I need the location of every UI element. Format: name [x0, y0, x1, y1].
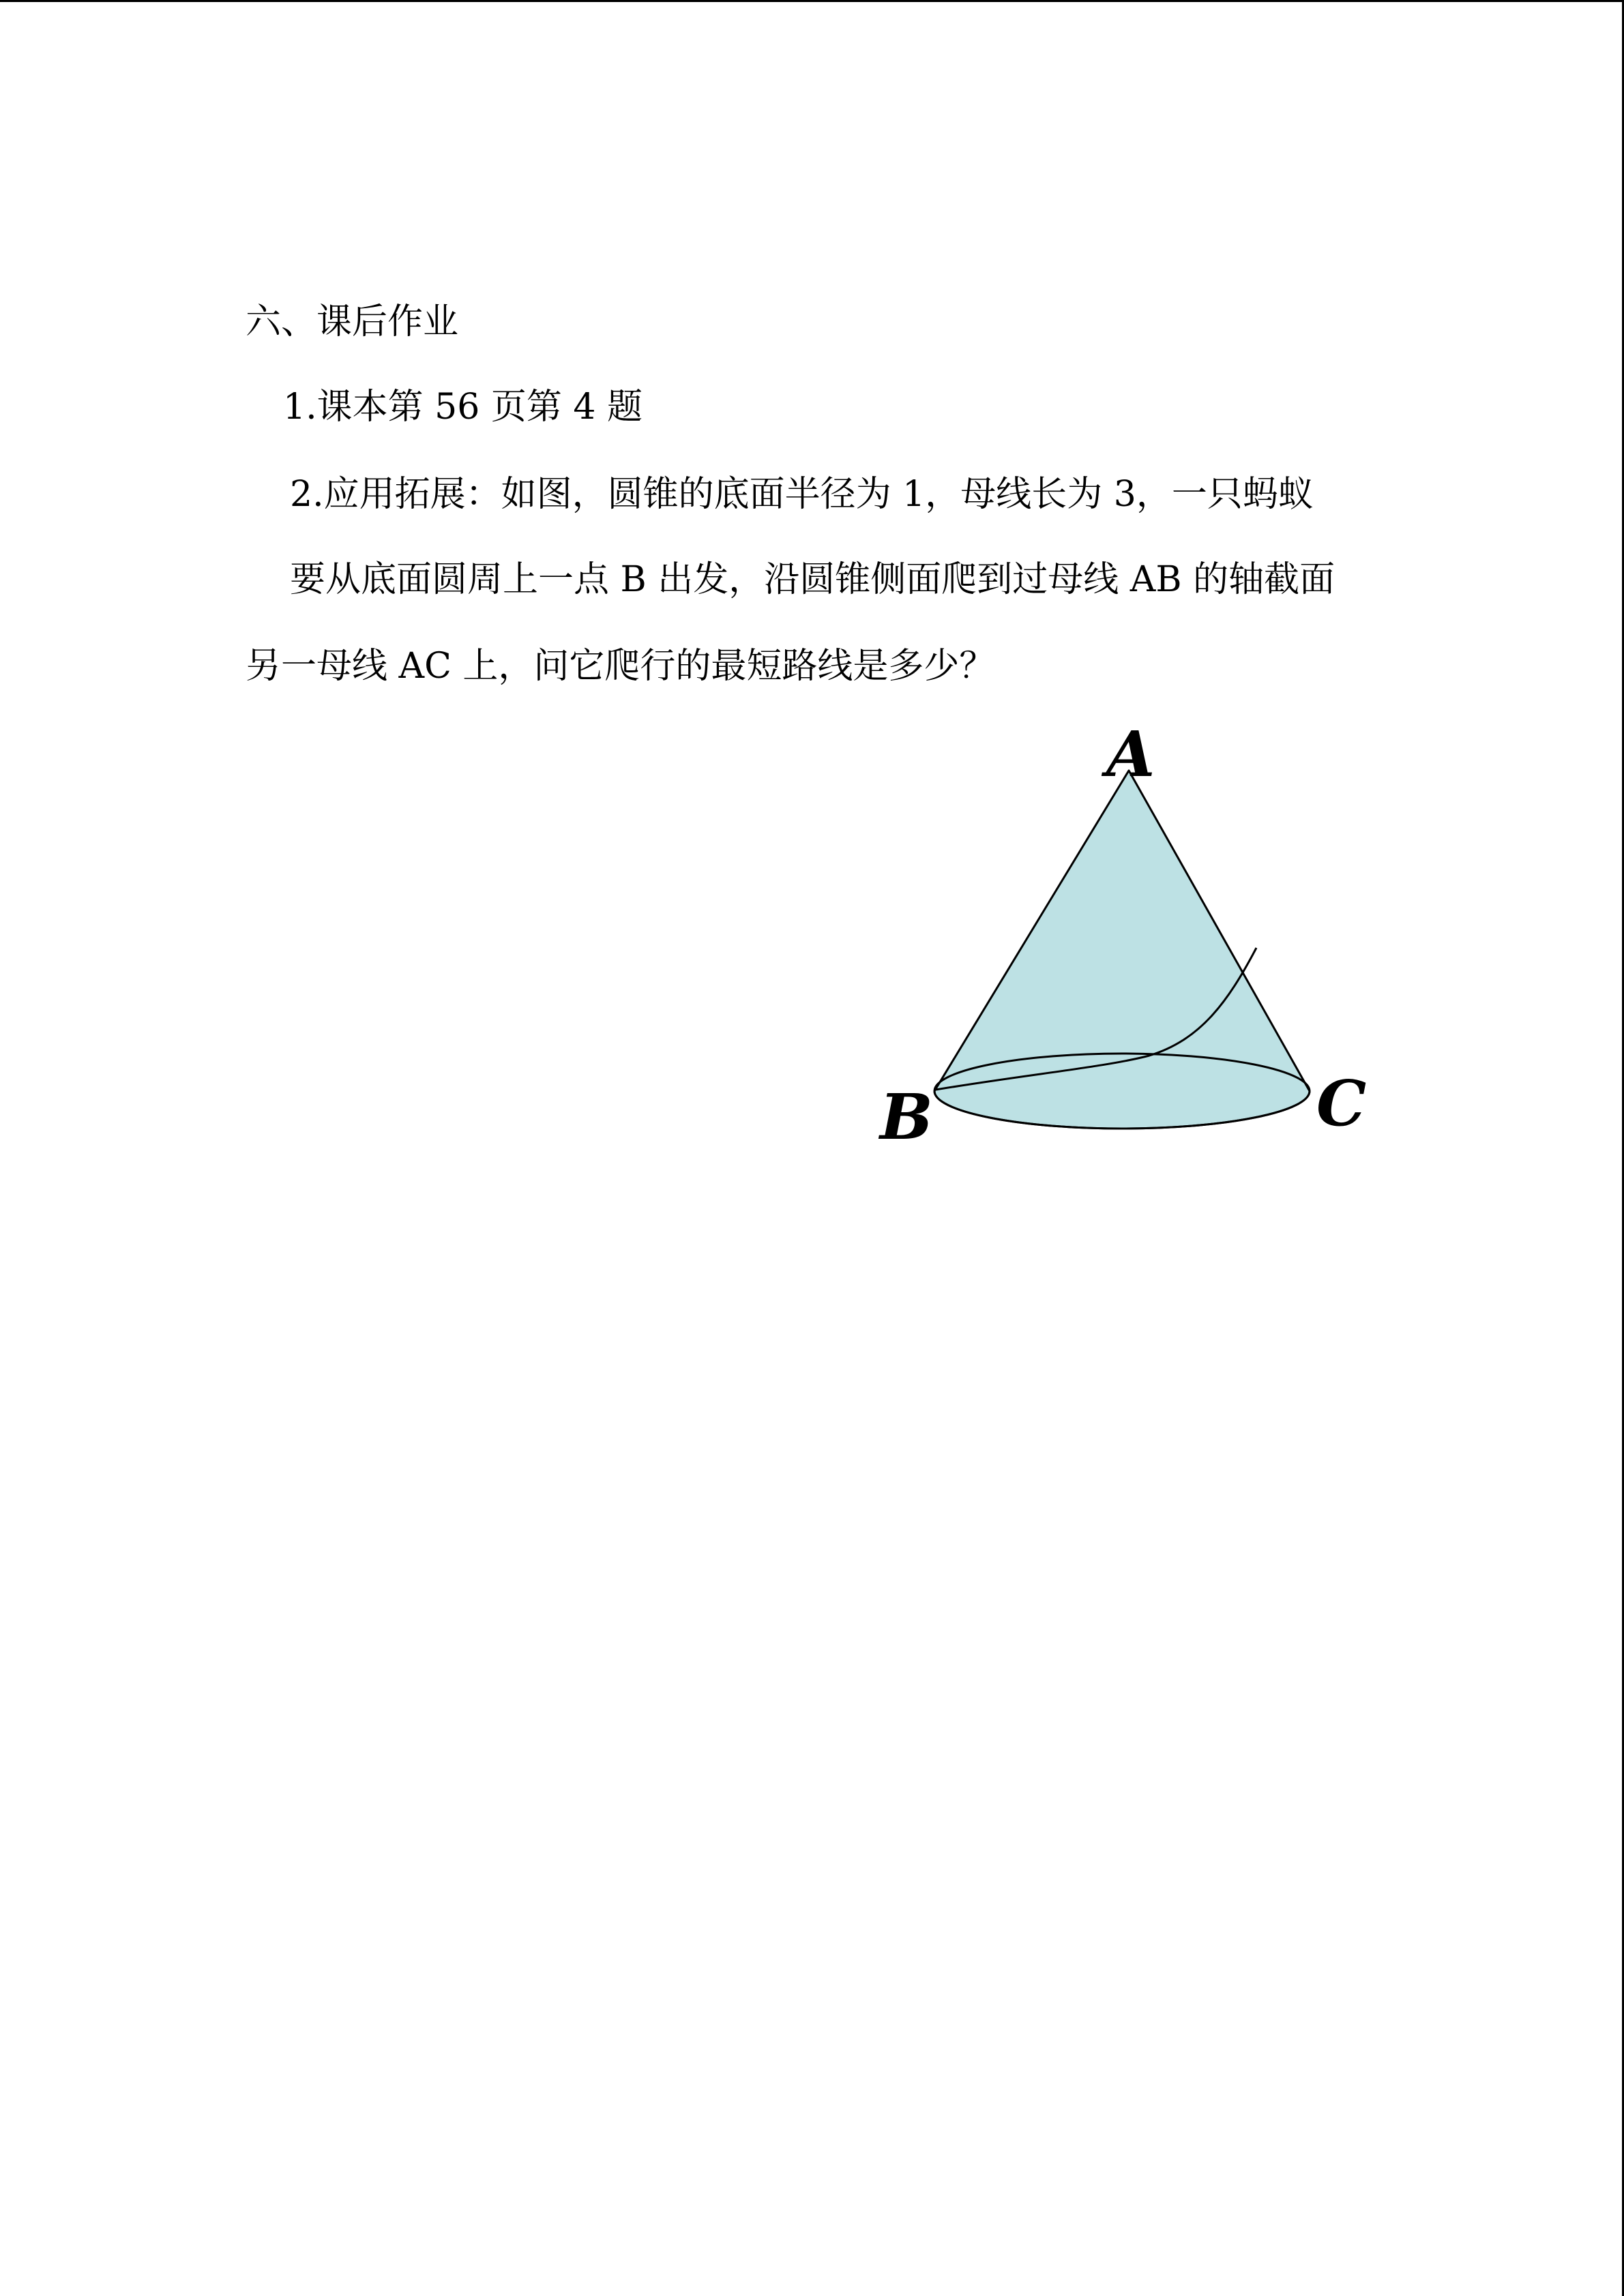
homework-item-2-line-2: 要从底面圆周上一点 B 出发，沿圆锥侧面爬到过母线 AB 的轴截面	[290, 559, 1335, 600]
homework-item-2-line-3: 另一母线 AC 上，问它爬行的最短路线是多少？	[246, 646, 995, 687]
homework-item-2-line-1: 2.应用拓展：如图，圆锥的底面半径为 1，母线长为 3，一只蚂蚁	[290, 474, 1314, 515]
label-a: A	[1106, 730, 1155, 791]
page-top-border	[0, 0, 1624, 2]
homework-item-1: 1.课本第 56 页第 4 题	[283, 387, 643, 428]
label-b: B	[880, 1080, 933, 1154]
section-title: 六、课后作业	[246, 301, 459, 342]
cone-lateral-surface	[934, 771, 1310, 1129]
label-c: C	[1316, 1067, 1367, 1140]
cone-figure	[859, 730, 1405, 1166]
